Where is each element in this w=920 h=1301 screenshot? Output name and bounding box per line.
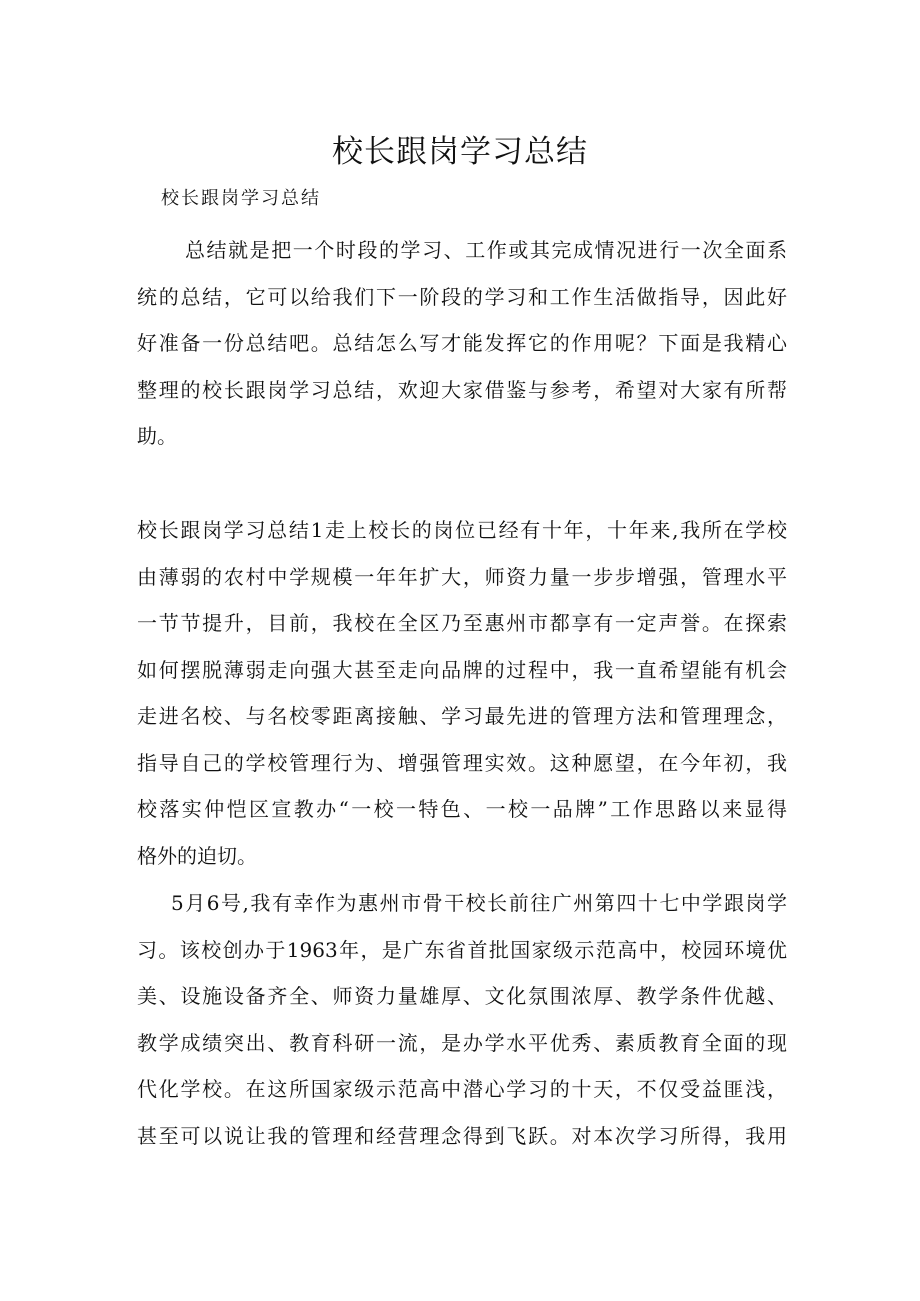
document-title: 校长跟岗学习总结 — [332, 134, 588, 170]
section2-line-5: 代化学校。在这所国家级示范高中潜心学习的十天，不仅受益匪浅， — [137, 1077, 787, 1101]
section1-line-2: 由薄弱的农村中学规模一年年扩大，师资力量一步步增强，管理水平 — [137, 565, 787, 589]
section2-line-1: 5月6号,我有幸作为惠州市骨干校长前往广州第四十七中学跟岗学 — [171, 891, 787, 915]
intro-line-4: 整理的校长跟岗学习总结，欢迎大家借鉴与参考，希望对大家有所帮 — [137, 378, 787, 402]
intro-line-3: 好准备一份总结吧。总结怎么写才能发挥它的作用呢？下面是我精心 — [137, 331, 787, 355]
section1-line-1: 校长跟岗学习总结1走上校长的岗位已经有十年，十年来,我所在学校 — [137, 518, 787, 542]
intro-line-5: 助。 — [137, 424, 177, 448]
section1-line-8: 格外的迫切。 — [137, 844, 257, 868]
section1-line-4: 如何摆脱薄弱走向强大甚至走向品牌的过程中，我一直希望能有机会 — [137, 658, 787, 682]
section1-line-7: 校落实仲恺区宣教办“一校一特色、一校一品牌”工作思路以来显得 — [137, 797, 787, 821]
intro-line-2: 统的总结，它可以给我们下一阶段的学习和工作生活做指导，因此好 — [137, 285, 787, 309]
document-subtitle: 校长跟岗学习总结 — [161, 188, 321, 209]
intro-line-1: 总结就是把一个时段的学习、工作或其完成情况进行一次全面系 — [185, 238, 787, 262]
section2-line-6: 甚至可以说让我的管理和经营理念得到飞跃。对本次学习所得，我用 — [137, 1124, 787, 1148]
section2-line-3: 美、设施设备齐全、师资力量雄厚、文化氛围浓厚、教学条件优越、 — [137, 984, 787, 1008]
section1-line-6: 指导自己的学校管理行为、增强管理实效。这种愿望，在今年初，我 — [137, 751, 787, 775]
section2-line-4: 教学成绩突出、教育科研一流，是办学水平优秀、素质教育全面的现 — [137, 1031, 787, 1055]
section2-line-2: 习。该校创办于1963年，是广东省首批国家级示范高中，校园环境优 — [137, 938, 787, 962]
section1-line-5: 走进名校、与名校零距离接触、学习最先进的管理方法和管理理念， — [137, 704, 787, 728]
section1-line-3: 一节节提升，目前，我校在全区乃至惠州市都享有一定声誉。在探索 — [137, 611, 787, 635]
